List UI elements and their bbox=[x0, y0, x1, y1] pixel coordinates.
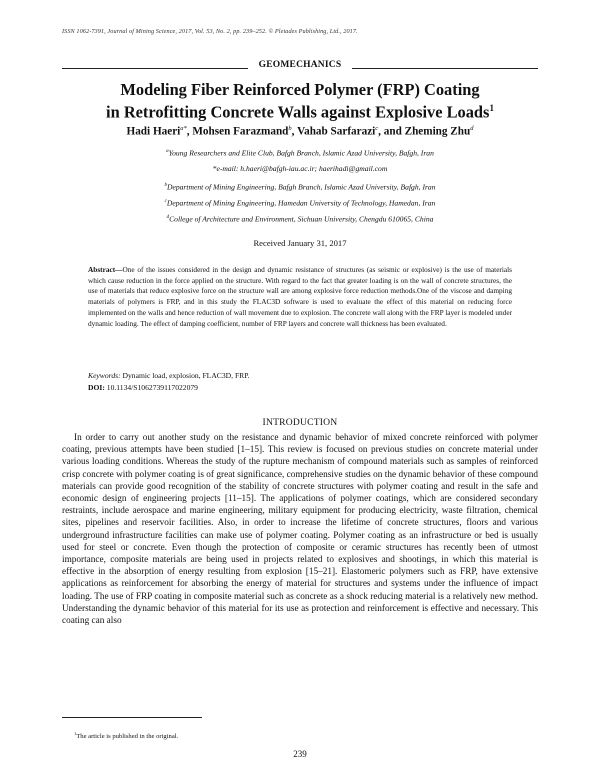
author-affiliation-mark: c bbox=[375, 125, 379, 132]
author-name: Hadi Haeri bbox=[126, 125, 181, 138]
affiliation-b bbox=[60, 181, 540, 193]
footnote-text: The article is published in the original. bbox=[76, 733, 179, 741]
introduction-paragraph: In order to carry out another study on the resistance and dynamic behavior of mixed concrete reinforced with polymer coating, previous attempts have been studied [1–15]. This review is focused on previous studies on concrete material under various loading conditions. Whereas the study of the rupture mechanism of compound materials such as samples of reinforced crisp concrete with polymer coating is of great significance, comprehensive studies on the dynamic behavior of these compound materials can provide good recognition of the stability of concrete structures with polymer coating and result in the safe and economic design of engineering projects [11–15]. The applications of polymer coatings, which are considered secondary restraints, include aerospace and marine engineering, military equipment for producing electricity, waste filtration, chemical sites, pipelines and reservoir facilities. Also, in order to increase the lifetime of concrete structures, floors and various underground infrastructure facilities can make use of polymer coating. Polymer coating as an infrastructure or bed is usually used for steel or concrete. Even though the protection of composite or ceramic structures has recently been of utmost importance, composite materials are being used in projects related to explosives and shootings, in which this material is effective in the absorption of energy resulting from explosion [15–21]. Elastomeric polymers such as FRP, have extensive applications as reinforcement for absorbing the energy of material for structures and systems under the influence of impact loading. The use of FRP coating in composite material such as concrete as a shock reducing material is a relatively new method. Understanding the dynamic behavior of this material for its use as protection and reinforcement is effective and necessary. This coating can also bbox=[62, 433, 538, 627]
title-line-2: in Retrofitting Concrete Walls against Explosive Loads bbox=[106, 102, 490, 122]
journal-citation: ISSN 1062-7391, Journal of Mining Science, 2017, Vol. 53, No. 2, pp. 239–252. © Pleiades Publishing, Ltd., 2017. bbox=[62, 28, 358, 35]
doi-value: 10.1134/S1062739117022079 bbox=[104, 383, 198, 392]
title-footnote-mark: 1 bbox=[489, 103, 494, 113]
keywords-text: Dynamic load, explosion, FLAC3D, FRP. bbox=[120, 371, 250, 380]
received-date: Received January 31, 2017 bbox=[253, 238, 347, 248]
page-number: 239 bbox=[293, 749, 307, 759]
affiliation-mark: c bbox=[164, 199, 167, 204]
author-list bbox=[60, 125, 540, 138]
affiliation-d bbox=[60, 213, 540, 225]
title-line-1: Modeling Fiber Reinforced Polymer (FRP) Coating bbox=[120, 80, 480, 99]
affiliation-text: College of Architecture and Environment, Sichuan University, Chengdu 610065, China bbox=[169, 214, 434, 224]
abstract-label: Abstract— bbox=[88, 265, 123, 274]
section-heading: GEOMECHANICS bbox=[258, 60, 342, 70]
affiliation-text: Department of Mining Engineering, Bafgh Branch, Islamic Azad University, Bafgh, Iran bbox=[166, 182, 436, 192]
author-name: Mohsen Farazmand bbox=[192, 125, 289, 138]
author-affiliation-mark: b bbox=[288, 125, 292, 132]
footnote-rule bbox=[62, 717, 202, 718]
affiliation-c bbox=[60, 197, 540, 209]
author-affiliation-mark: a* bbox=[180, 125, 187, 132]
section-rule-right bbox=[352, 68, 538, 69]
author-email: *e-mail: h.haeri@bafgh-iau.ac.ir; haerihadi@gmail.com bbox=[212, 164, 388, 173]
author-separator: , and bbox=[378, 125, 405, 138]
affiliation-a bbox=[60, 147, 540, 159]
affiliation-mark: d bbox=[166, 215, 170, 220]
author-affiliation-mark: d bbox=[470, 125, 474, 132]
affiliation-mark: b bbox=[164, 183, 167, 188]
footnote bbox=[74, 731, 178, 740]
paper-title bbox=[60, 80, 540, 121]
doi-label: DOI: bbox=[88, 383, 105, 392]
abstract-text: One of the issues considered in the design and dynamic resistance of structures (as seismic or explosive) is the use of materials which cause reduction in the force applied on the structure. With regard to the fact that greater loading is on the wall of concrete structures, the use of materials that reduce explosive force on the structure wall are among explosive force reduction methods.One of the viscose and damping materials of polymers is FRP, and in this study the FLAC3D software is used to evaluate the effect of this material on reducing force implemented on the walls and hence reduction of wall movement due to explosion. The concrete wall along with the FRP layer is modeled under dynamic loading. The effect of damping coefficient, number of FRP layers and concrete wall thickness has been evaluated. bbox=[88, 265, 512, 328]
affiliation-mark: a bbox=[166, 149, 169, 154]
author-name: Zheming Zhu bbox=[404, 125, 471, 138]
doi bbox=[88, 383, 512, 392]
keywords-label: Keywords: bbox=[88, 371, 121, 380]
section-heading-introduction: INTRODUCTION bbox=[262, 417, 338, 428]
affiliation-text: Department of Mining Engineering, Hamedan University of Technology, Hamedan, Iran bbox=[166, 198, 436, 208]
footnote-mark: 1 bbox=[74, 731, 77, 736]
abstract bbox=[88, 265, 512, 329]
author-separator: , bbox=[291, 125, 298, 138]
author-separator: , bbox=[186, 125, 193, 138]
author-name: Vahab Sarfarazi bbox=[297, 125, 376, 138]
keywords bbox=[88, 371, 512, 380]
affiliation-text: Young Researchers and Elite Club, Bafgh Branch, Islamic Azad University, Bafgh, Iran bbox=[168, 148, 434, 158]
